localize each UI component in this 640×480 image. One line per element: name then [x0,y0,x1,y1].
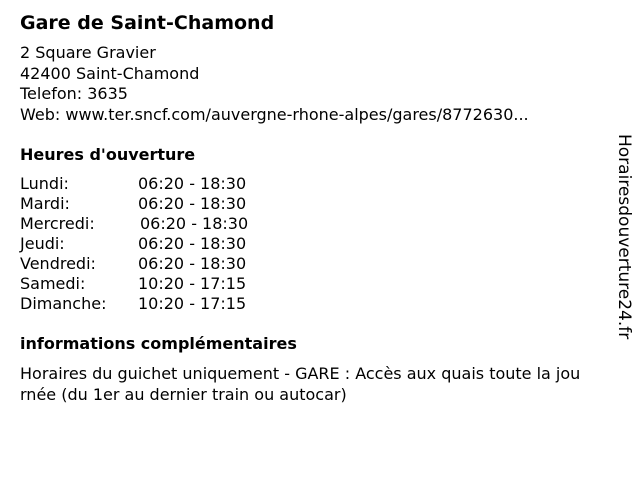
time-range: 06:20 - 18:30 [138,254,247,273]
additional-info-title: informations complémentaires [20,334,297,353]
additional-info-text [20,364,632,405]
time-range: 06:20 - 18:30 [138,174,247,193]
website-link[interactable]: Web: www.ter.sncf.com/auvergne-rhone-alpes/gares/8772630... [20,104,529,124]
day-label: Vendredi: [20,254,96,273]
day-label: Dimanche: [20,294,107,313]
hours-row-friday [20,254,320,274]
hours-row-monday [20,174,320,194]
time-range: 06:20 - 18:30 [138,194,247,213]
hours-row-saturday [20,274,320,294]
time-range: 10:20 - 17:15 [138,294,247,313]
station-address [20,43,529,125]
day-label: Mardi: [20,194,70,213]
day-label: Samedi: [20,274,86,293]
opening-hours-table [20,174,320,314]
hours-row-wednesday [20,214,320,234]
phone-number: Telefon: 3635 [20,84,128,103]
time-range: 06:20 - 18:30 [140,214,249,233]
info-line: Horaires du guichet uniquement - GARE : Accès aux quais toute la jou [20,364,581,383]
time-range: 10:20 - 17:15 [138,274,247,293]
site-watermark: Horairesdouverture24.fr [614,134,634,340]
address-street: 2 Square Gravier [20,43,156,62]
day-label: Jeudi: [20,234,65,253]
time-range: 06:20 - 18:30 [138,234,247,253]
day-label: Lundi: [20,174,69,193]
hours-row-thursday [20,234,320,254]
info-line: rnée (du 1er au dernier train ou autocar) [20,384,347,404]
hours-row-tuesday [20,194,320,214]
address-city: 42400 Saint-Chamond [20,63,200,83]
day-label: Mercredi: [20,214,95,233]
hours-row-sunday [20,294,320,314]
opening-hours-title: Heures d'ouverture [20,145,196,164]
station-name: Gare de Saint-Chamond [20,12,275,34]
